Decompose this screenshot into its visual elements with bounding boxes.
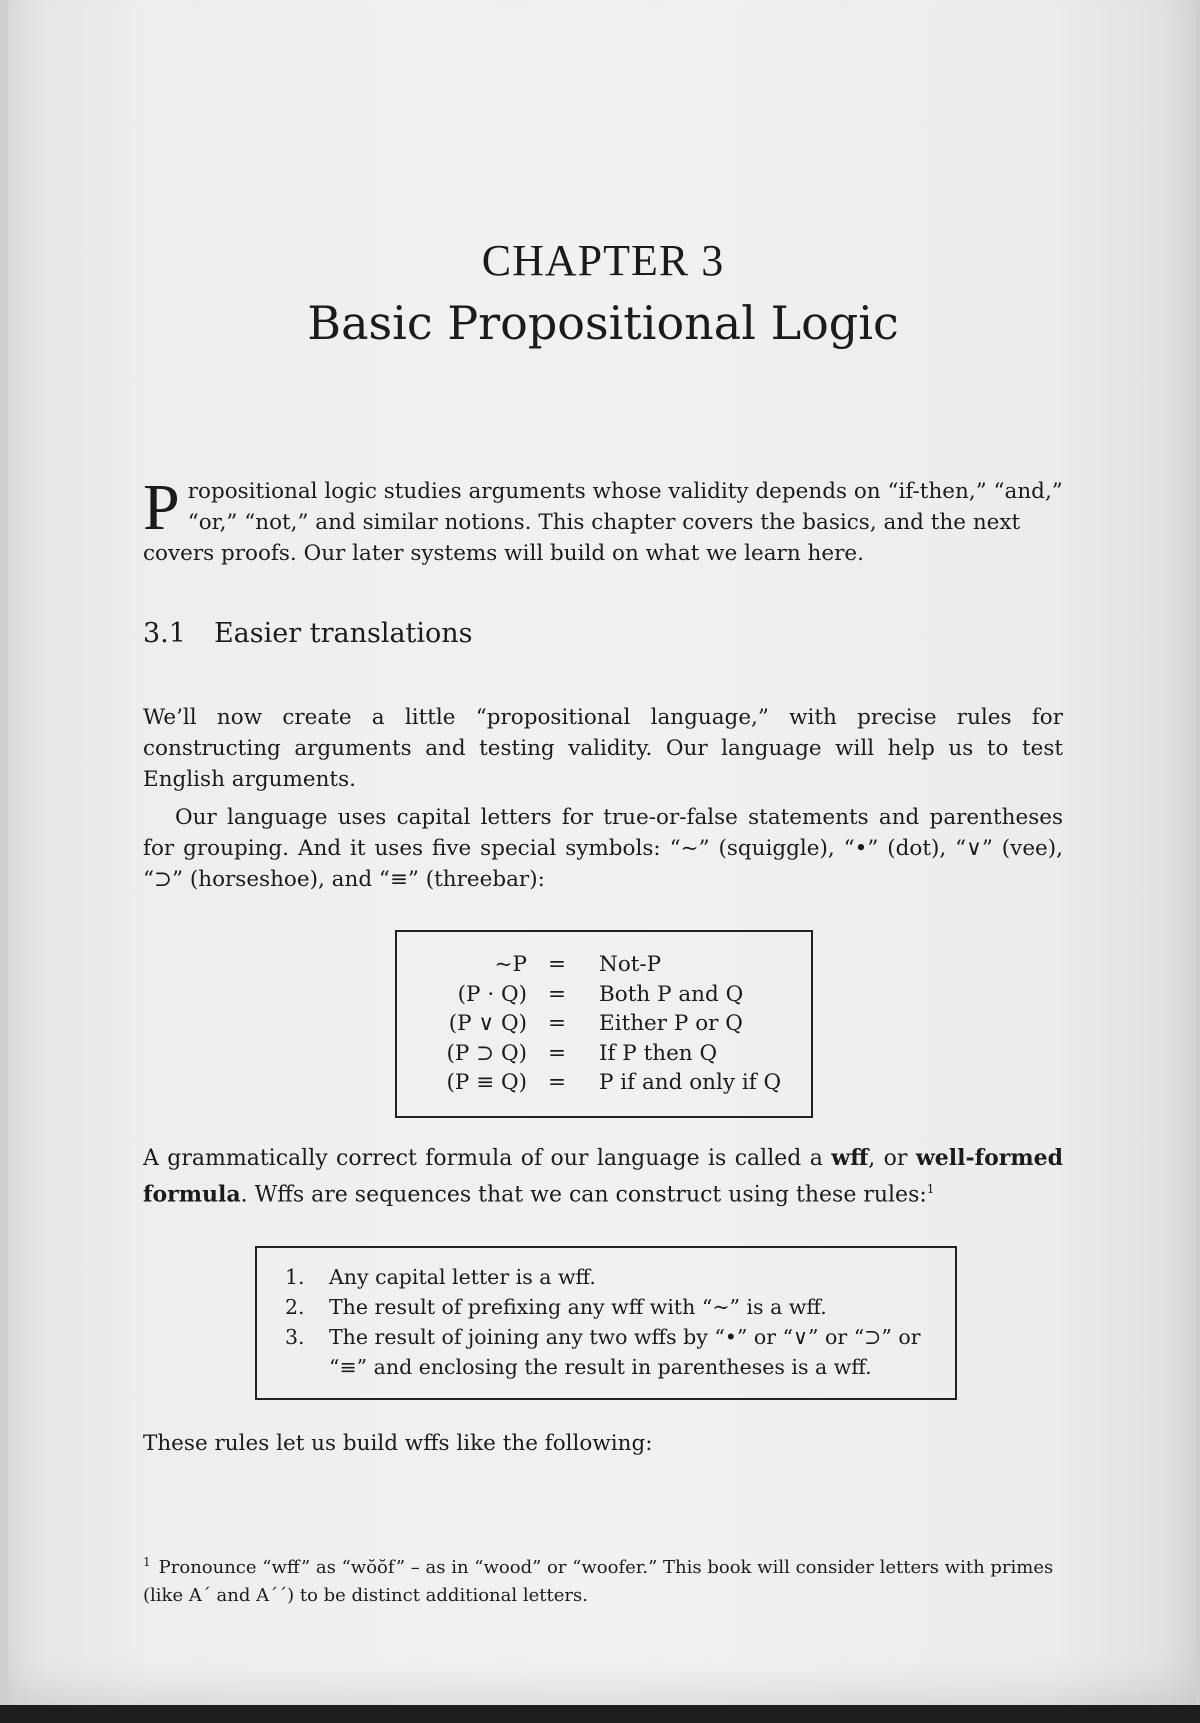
symbol-meaning: P if and only if Q bbox=[599, 1070, 782, 1095]
rule-number: 3. bbox=[285, 1325, 305, 1349]
symbol-row bbox=[415, 1009, 781, 1039]
symbol-row bbox=[415, 950, 781, 980]
rule-text: The result of joining any two wffs by “•” or “∨” or “⊃” or “≡” and enclosing the result in parentheses is a wff. bbox=[329, 1325, 921, 1379]
paragraph-examples-intro: These rules let us build wffs like the following: bbox=[143, 1431, 653, 1456]
rule-number: 1. bbox=[285, 1265, 305, 1289]
symbol-formula: (P ⊃ Q) bbox=[446, 1040, 527, 1066]
symbol-row bbox=[415, 1068, 781, 1098]
paragraph-symbols-intro: Our language uses capital letters for true-or-false statements and parentheses for grouping. And it uses five special symbols: “~” (squiggle), “•” (dot), “∨” (vee), “⊃” (horseshoe), and “≡” (threebar): bbox=[143, 805, 1063, 892]
rule-text: Any capital letter is a wff. bbox=[329, 1265, 596, 1289]
chapter-label: CHAPTER 3 bbox=[481, 236, 725, 285]
wff-text-start: A grammatically correct formula of our language is called a bbox=[143, 1146, 832, 1171]
wff-rules-box bbox=[255, 1246, 957, 1400]
wff-term: wff bbox=[831, 1145, 869, 1171]
symbol-formula: (P · Q) bbox=[457, 981, 527, 1007]
wff-text-end: . Wffs are sequences that we can construct using these rules: bbox=[240, 1182, 927, 1208]
rule-item bbox=[285, 1262, 925, 1292]
section-title: Easier translations bbox=[213, 618, 473, 649]
chapter-title: Basic Propositional Logic bbox=[307, 296, 899, 350]
symbol-meaning: Not-P bbox=[599, 952, 662, 977]
section-number: 3.1 bbox=[143, 618, 186, 649]
rule-item bbox=[285, 1292, 925, 1322]
page-bottom-edge bbox=[0, 1705, 1200, 1723]
symbol-row bbox=[415, 980, 781, 1010]
rule-item bbox=[285, 1322, 925, 1382]
symbol-equals: = bbox=[547, 981, 566, 1007]
footnote-reference: 1 bbox=[926, 1182, 935, 1196]
footnote-text: Pronounce “wff” as “wŏŏf” – as in “wood” or “woofer.” This book will consider letters with primes (like A´ and A´´) to be distinct additional letters. bbox=[143, 1557, 1054, 1606]
drop-cap: P bbox=[143, 471, 180, 544]
symbol-equals: = bbox=[547, 1011, 566, 1036]
symbol-formula: (P ≡ Q) bbox=[446, 1070, 527, 1095]
rule-number: 2. bbox=[285, 1295, 305, 1319]
wff-text-mid: , or bbox=[868, 1146, 916, 1171]
symbol-equals: = bbox=[547, 1070, 566, 1095]
symbol-meaning: Both P and Q bbox=[599, 981, 744, 1007]
symbol-table bbox=[415, 950, 781, 1098]
symbol-formula: (P ∨ Q) bbox=[448, 1011, 527, 1036]
wff-rules-list bbox=[285, 1262, 925, 1382]
intro-text: ropositional logic studies arguments whose validity depends on “if-then,” “and,” “or,” “not,” and similar notions. This chapter covers the basics, and the next covers proofs. Our later systems will build on what we learn here. bbox=[143, 479, 1063, 566]
footnote bbox=[143, 1548, 1063, 1610]
intro-paragraph bbox=[143, 471, 1063, 569]
well-formed-formula-term: well-formed formula bbox=[143, 1145, 1063, 1208]
symbol-meaning: Either P or Q bbox=[599, 1011, 743, 1036]
paragraph-wff-definition bbox=[143, 1143, 1063, 1210]
symbol-formula: ~P bbox=[494, 952, 527, 977]
symbol-meaning: If P then Q bbox=[599, 1040, 718, 1066]
book-page bbox=[8, 0, 1196, 1723]
symbol-equals: = bbox=[547, 952, 566, 977]
symbol-equals: = bbox=[547, 1040, 566, 1066]
symbol-table-box bbox=[395, 930, 813, 1118]
symbol-row bbox=[415, 1039, 781, 1069]
paragraph-language-intro: We’ll now create a little “propositional language,” with precise rules for constructing arguments and testing validity. Our language will help us to test English arguments. bbox=[143, 705, 1063, 792]
section-heading bbox=[143, 618, 473, 649]
footnote-mark: 1 bbox=[143, 1555, 151, 1569]
rule-text: The result of prefixing any wff with “~” is a wff. bbox=[329, 1295, 827, 1319]
